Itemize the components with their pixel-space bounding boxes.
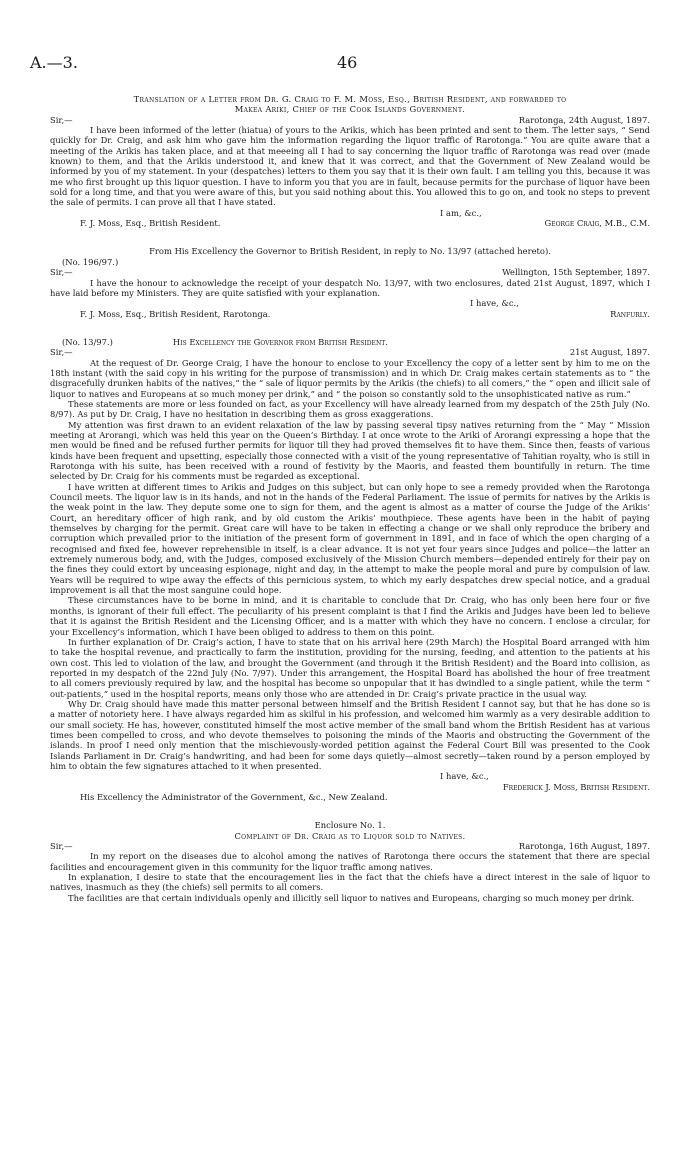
signature: Ranfurly. — [610, 308, 650, 319]
paragraph: These circumstances have to be borne in mind, and it is charitable to conclude that Dr. Craig, who has only been here four or five months, is ignorant of their full effect. The peculiarity of his present complaint is that I find the Arikis and Judges have been led to believe that it is against the British Resident and the Licensing Officer, and is a matter with which they have no concern. I enclose a circular, for your Excellency’s information, which I have been obliged to address to them on this point. — [50, 595, 650, 637]
paragraph: In further explanation of Dr. Craig’s action, I have to state that on his arrival here (29th March) the Hospital Board arranged with him to take the hospital revenue, and practically to farm the institution, providing for the nursing, feeding, and attention to the patients at his own cost. This led to violation of the law, and brought the Government (and through it the British Resident) and the Board into collision, as reported in my despatch of the 22nd July (No. 7/97). Under this arrangement, the Hospital Board has abolished the hour of free treatment to all comers previously required by law, and the hospital has become so unpopular that it has dwindled to a single patient, while the term “ out-patients,” used in the hospital reports, means only those who are attended in Dr. Craig’s private practice in the usual way. — [50, 636, 650, 699]
closing: I have, &c., — [440, 771, 489, 782]
salutation: Sir,— — [50, 114, 73, 125]
paragraph: In my report on the diseases due to alcohol among the natives of Rarotonga there occurs the statement that there are special facilities and encouragement given in this community for the liquor traffic among natives. — [50, 851, 650, 872]
paragraph: At the request of Dr. George Craig, I have the honour to enclose to your Excellency the copy of a letter sent by him to me on the 18th instant (with the said copy in his writing for the purpose of transmission) and in which Dr. Craig makes certain statements as to “ the disgracefully drunken habits of the natives,” the “ sale of liquor permits by the Arikis (the chiefs) to all comers,” the “ open and illicit sale of liquor to natives and Europeans at so much money per drink,” and “ the poison so constantly sold to the unsophisticated native as rum.” — [50, 357, 650, 399]
section-number: A.—3. — [30, 53, 78, 72]
letter-title-line2: Makea Ariki, Chief of the Cook Islands Government. — [234, 104, 466, 115]
enclosure-heading: Enclosure No. 1. — [314, 820, 386, 831]
letter-body: I have been informed of the letter (hiatua) of yours to the Arikis, which has been printed and sent to them. The letter says, “ Send quickly for Dr. Craig, and ask him who gave him the information regarding the liquor traffic of Rarotonga.” You are quite aware that a meeting of the Arikis has taken place, and at that meeeing all I had to say concerning the liquor traffic of Rarotonga was read over (made known) to them, and that the Arikis understood it, and knew that it was correct, and that the Government of New Zealand would be informed by you of my statement. In your (despatches) letters to them you say that it is their own fault. I am telling you this, because it was me who first brought up this liquor question. I have to inform you that you are in fault, because permits for the purchase of liquor have been sold for a long time, and that you were aware of this, but you said nothing about this. You allowed this to go on, and took no steps to prevent the sale of permits. I can prove all that I have stated. — [50, 125, 650, 208]
salutation: Sir,— — [50, 347, 73, 358]
paragraph: My attention was first drawn to an evident relaxation of the law by passing several tipsy natives returning from the “ May ” Mission meeting at Arorangi, which was held this year on the Queen’s Birthday. I at once wrote to the Ariki of Arorangi expressing a hope that the men would be fined and be refused further permits for liquor till they had proved themselves fit to have them. Since then, feasts of various kinds have been frequent and upsetting, especially those connected with a visit of the young representative of Tahitian royalty, who is still in Rarotonga with his suite, has been received with a round of festivity by the Maoris, and feasted them bountifully in return. The time selected by Dr. Craig for his comments must be regarded as exceptional. — [50, 419, 650, 482]
paragraph: In explanation, I desire to state that the encouragement lies in the fact that the chiefs have a direct interest in the sale of liquor to natives, inasmuch as they (the chiefs) sell permits to all comers. — [50, 872, 650, 893]
closing: I am, &c., — [440, 207, 482, 218]
letter-governor-to-resident — [50, 246, 650, 318]
addressee: F. J. Moss, Esq., British Resident, Rarotonga. — [80, 308, 271, 319]
letter-title: From His Excellency the Governor to British Resident, in reply to No. 13/97 (attached hereto). — [149, 246, 551, 257]
letter-title: His Excellency the Governor from British Resident. — [172, 336, 388, 347]
salutation: Sir,— — [50, 841, 73, 852]
addressee: F. J. Moss, Esq., British Resident. — [80, 218, 221, 229]
addressee: His Excellency the Administrator of the Government, &c., New Zealand. — [80, 792, 388, 802]
page-number: 46 — [337, 53, 358, 72]
paragraph: Why Dr. Craig should have made this matter personal between himself and the British Resident I cannot say, but that he has done so is a matter of notoriety here. I have always regarded him as skilful in his profession, and welcomed him warmly as a very desirable addition to our small society. He has, however, constituted himself the most active member of the small band whom the British Resident has at various times been compelled to cross, and who devote themselves to poisoning the minds of the Maoris and obstructing the Government of the islands. In proof I need only mention that the mischievously-worded petition against the Federal Court Bill was presented to the Cook Islands Parliament in Dr. Craig’s handwriting, and had been for some days quietly—almost secretly—taken round by a person employed by him to obtain the few signatures attached to it when presented. — [50, 698, 650, 771]
enclosure-no-1 — [50, 820, 650, 903]
paragraph: I have written at different times to Arikis and Judges on this subject, but can only hope to see a remedy provided when the Rarotonga Council meets. The liquor law is in its hands, and not in the hands of the Federal Parliament. The issue of permits for natives by the Arikis is the weak point in the law. They depute some one to sign for them, and the agent is almost as a matter of course the Judge of the Arikis’ Court, an hereditary officer of high rank, and by old custom the Arikis’ mouthpiece. These agents have been in the habit of paying themselves by charging for the permit. Great care will have to be taken in effecting a change or we shall only reproduce the bribery and corruption which prevailed prior to the initiation of the present form of government in 1891, and in face of which the open charging of a recognised and fixed fee, however reprehensible in itself, is a clear advance. It is not yet four years since Judges and police—the latter an extremely numerous body, and, with the Judges, composed exclusively of the Mission Church members—depended entirely for their pay on the fines they could extort by unceasing espionage, night and day, in the attempt to make the people moral and pure by compulsion of law. Years will be required to wipe away the effects of this pernicious system, to which my early despatches drew special notice, and a gradual improvement is all that the most sanguine could hope. — [50, 481, 650, 596]
reference-number: (No. 196/97.) — [62, 256, 119, 267]
letter-body: I have the honour to acknowledge the receipt of your despatch No. 13/97, with two enclosures, dated 21st August, 1897, which I have laid before my Ministers. They are quite satisfied with your explanation. — [50, 277, 650, 298]
letter-date: 21st August, 1897. — [569, 347, 650, 358]
letter-title: Translation of a Letter from Dr. G. Craig to F. M. Moss, Esq., British Resident, and forwarded to — [133, 94, 567, 104]
place-date: Wellington, 15th September, 1897. — [502, 267, 650, 278]
place-date: Rarotonga, 24th August, 1897. — [518, 114, 650, 125]
letter-craig-to-moss — [50, 94, 650, 228]
paragraph: The facilities are that certain individuals openly and illicitly sell liquor to natives and Europeans, charging so much money per drink. — [68, 892, 635, 903]
salutation: Sir,— — [50, 267, 73, 278]
page-header — [30, 53, 670, 78]
reference-number: (No. 13/97.) — [62, 336, 113, 347]
closing: I have, &c., — [470, 298, 519, 309]
signature: George Craig, M.B., C.M. — [544, 218, 650, 229]
enclosure-title: Complaint of Dr. Craig as to Liquor sold to Natives. — [234, 830, 466, 841]
letter-resident-to-governor — [50, 337, 650, 802]
signature: Frederick J. Moss, British Resident. — [502, 781, 650, 792]
place-date: Rarotonga, 16th August, 1897. — [518, 841, 650, 852]
paragraph: These statements are more or less founded on fact, as your Excellency will have already learned from my despatch of the 25th July (No. 8/97). As put by Dr. Craig, I have no hesitation in describing them as gross exaggerations. — [50, 398, 650, 420]
